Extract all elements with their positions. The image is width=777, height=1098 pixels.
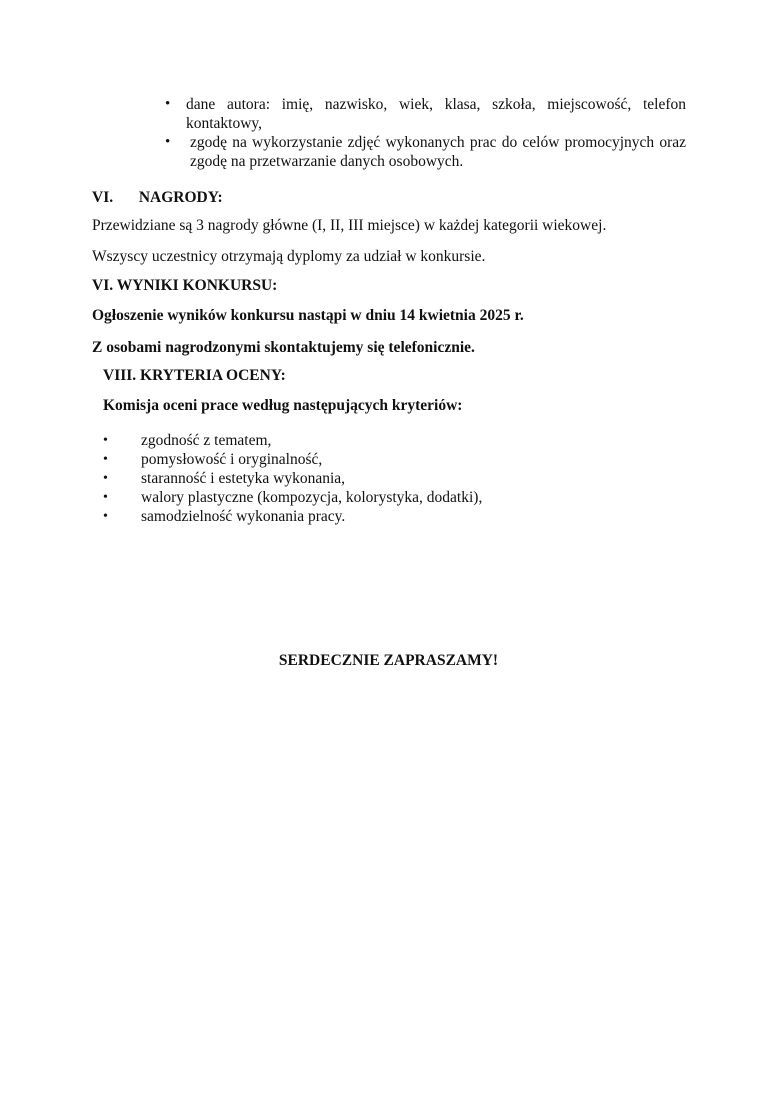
section-heading-results: VI. WYNIKI KONKURSU: bbox=[92, 277, 278, 294]
list-item-author-data: dane autora: imię, nazwisko, wiek, klasa, szkoła, miejscowość, telefon bbox=[186, 96, 686, 113]
bullet-icon: • bbox=[103, 490, 108, 505]
criteria-intro: Komisja oceni prace według następujących kryteriów: bbox=[103, 397, 463, 414]
participants-paragraph: Wszyscy uczestnicy otrzymają dyplomy za udział w konkursie. bbox=[92, 248, 486, 265]
section-heading-criteria: VIII. KRYTERIA OCENY: bbox=[103, 367, 286, 384]
section-heading-prizes bbox=[92, 188, 223, 207]
bullet-icon: • bbox=[103, 433, 108, 448]
list-item: walory plastyczne (kompozycja, kolorystyka, dodatki), bbox=[141, 489, 483, 506]
prizes-paragraph: Przewidziane są 3 nagrody główne (I, II, III miejsce) w każdej kategorii wiekowej. bbox=[92, 217, 607, 234]
bullet-icon: • bbox=[165, 96, 171, 112]
results-announcement: Ogłoszenie wyników konkursu nastąpi w dniu 14 kwietnia 2025 r. bbox=[92, 307, 524, 324]
section-number: VI. bbox=[92, 189, 114, 206]
list-item: samodzielność wykonania pracy. bbox=[141, 508, 346, 525]
winners-contact: Z osobami nagrodzonymi skontaktujemy się telefonicznie. bbox=[92, 339, 475, 356]
list-item-consent-continued: zgodę na przetwarzanie danych osobowych. bbox=[190, 153, 464, 170]
list-item: staranność i estetyka wykonania, bbox=[141, 470, 346, 487]
bullet-icon: • bbox=[103, 471, 108, 486]
section-title: NAGRODY: bbox=[138, 189, 223, 206]
list-item: pomysłowość i oryginalność, bbox=[141, 451, 323, 468]
list-item: zgodność z tematem, bbox=[141, 432, 272, 449]
closing-invitation: SERDECZNIE ZAPRASZAMY! bbox=[278, 652, 499, 669]
list-item-consent: zgodę na wykorzystanie zdjęć wykonanych prac do celów promocyjnych oraz bbox=[190, 134, 686, 151]
bullet-icon: • bbox=[103, 452, 108, 467]
bullet-icon: • bbox=[165, 134, 171, 150]
list-item-author-data-continued: kontaktowy, bbox=[186, 115, 263, 132]
bullet-icon: • bbox=[103, 509, 108, 524]
